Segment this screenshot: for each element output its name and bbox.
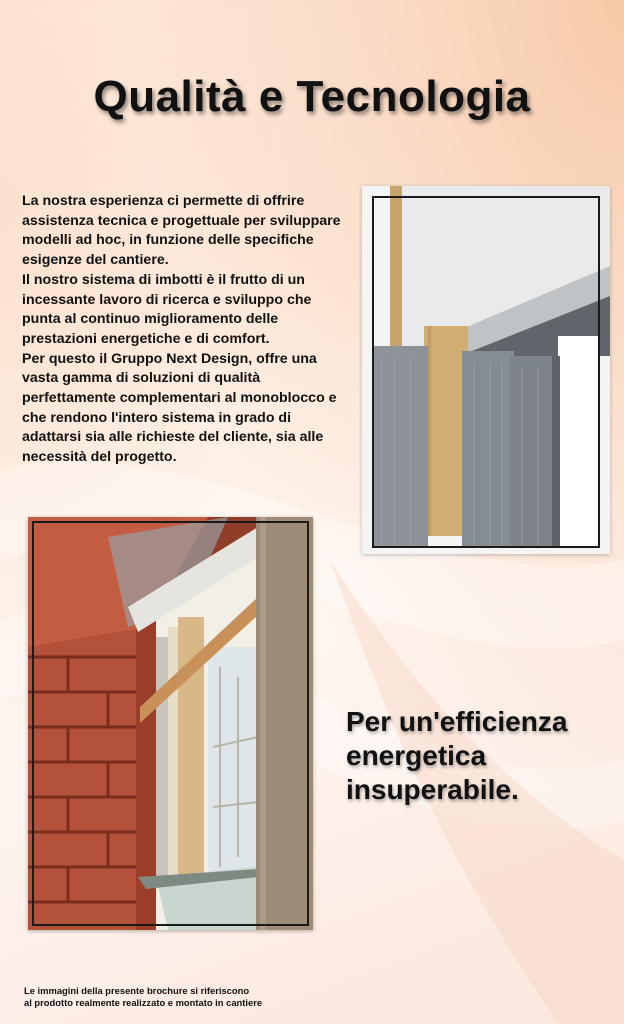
disclaimer-line-2: al prodotto realmente realizzato e montato in cantiere — [24, 997, 263, 1008]
disclaimer — [24, 985, 384, 1009]
intro-paragraph: Il nostro sistema di imbotti è il frutto di un incessante lavoro di ricerca e sviluppo che punta al continuo miglioramento delle prestazioni energetiche e di comfort. — [22, 271, 312, 347]
disclaimer-line-1: Le immagini della presente brochure si riferiscono — [24, 985, 250, 996]
intro-paragraph: Per questo il Gruppo Next Design, offre una vasta gamma di soluzioni di qualità perfettamente complementari al monoblocco e che rendono l'intero sistema in grado di adattarsi sia alle richieste del cliente, sia alle necessità del progetto. — [22, 350, 337, 466]
page-title: Qualità e Tecnologia — [93, 72, 531, 121]
intro-text — [22, 192, 342, 468]
intro-paragraph: La nostra esperienza ci permette di offrire assistenza tecnica e progettuale per sviluppare modelli ad hoc, in funzione delle specifiche esigenze del cantiere. — [22, 193, 341, 269]
photo-brick-wall-installation — [28, 517, 313, 930]
photo-window-reveal-detail — [362, 186, 610, 554]
tagline: Per un'efficienza energetica insuperabile. — [346, 706, 568, 805]
